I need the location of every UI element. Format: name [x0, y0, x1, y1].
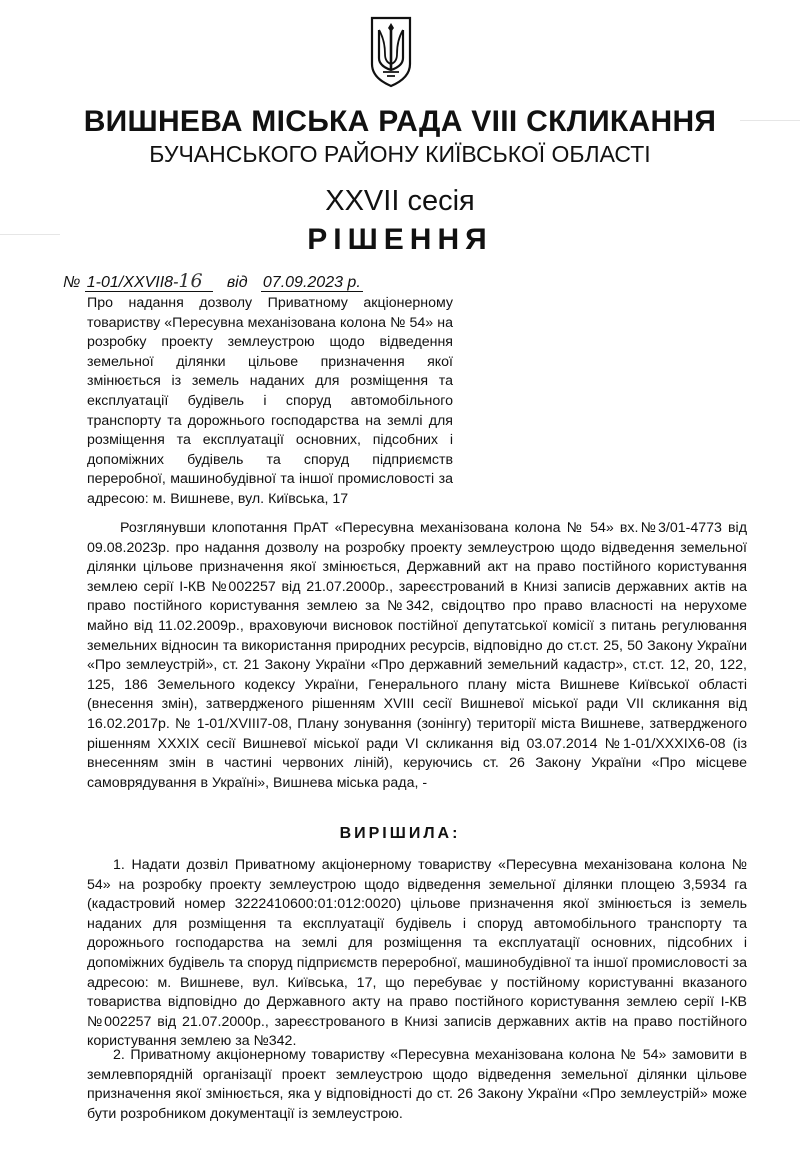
decision-heading: РІШЕННЯ — [307, 223, 493, 256]
resolved-heading: ВИРІШИЛА: — [339, 825, 461, 842]
decision-number-handwritten: 16 — [178, 270, 203, 292]
resolution-item-1: 1. Надати дозвіл Приватному акціонерному товариству «Пересувна механізована колона № 54» на розробку проекту землеустрою щодо відведення земельної ділянки площею 3,5934 га (кадастровий номер 3222410600:01:012:0020) цільове призначення якої змінюється із земель наданих для розміщення та експлуатації будівель і споруд автомобільного транспорту та дорожнього господарства на землі для розміщення та експлуатації основних, підсобних і допоміжних будівель та споруд підприємств переробної, машинобудівної та іншої промисловості за адресою: м. Вишневе, вул. Київська, 17, що перебуває у постійному користуванні вказаного товариства відповідно до Державного акту на право постійного користування землею серії І-КВ №002257 від 21.07.2000р., зареєстрованого в Книзі записів державних актів на право постійного користування землею за №342. — [87, 857, 747, 1050]
date-word: від — [226, 274, 248, 291]
scan-artifact — [0, 234, 60, 235]
number-prefix: № — [63, 274, 81, 291]
session-label: XXVII сесія — [325, 185, 475, 217]
decision-subject: Про надання дозволу Приватному акціонерному товариству «Пересувна механізована колона № 54» на розробку проекту землеустрою щодо відведення земельної ділянки цільове призначення якої змінюється із земель наданих для розміщення та експлуатації будівель і споруд автомобільного транспорту та дорожнього господарства на землі для розміщення та експлуатації основних, підсобних і допоміжних будівель та споруд підприємств переробної, машинобудівної та іншої промисловості за адресою: м. Вишневе, вул. Київська, 17 — [87, 295, 453, 507]
council-title: ВИШНЕВА МІСЬКА РАДА VIII СКЛИКАННЯ — [83, 105, 717, 138]
trident-coat-of-arms-icon — [368, 14, 414, 90]
preamble-paragraph: Розглянувши клопотання ПрАТ «Пересувна механізована колона № 54» вх.№3/01-4773 від 09.08.2023р. про надання дозволу на розробку проекту землеустрою щодо відведення земельної ділянки цільове призначення якої змінюється, Державний акт на право постійного користування землею серії І-КВ №002257 від 21.07.2000р., зареєстрований в Книзі записів державних актів на право постійного користування землею за №342, свідоцтво про право власності на нерухоме майно від 11.02.2009р., враховуючи висновок постійної депутатської комісії з питань регулювання земельних відносин та використання природних ресурсів, відповідно до ст.ст. 25, 50 Закону України «Про землеустрій», ст. 21 Закону України «Про державний земельний кадастр», ст.ст. 12, 20, 122, 125, 186 Земельного кодексу України, Генерального плану міста Вишневе Київської області (внесення змін), затвердженого рішенням XVIII сесії Вишневої міської ради VII скликання від 16.02.2017р. № 1-01/XVIII7-08, Плану зонування (зонінгу) території міста Вишневе, затвердженого рішенням XXXIX сесії Вишневої міської ради VI скликання від 03.07.2014 №1-01/XXXIX6-08 (із внесенням змін в частині червоних ліній), керуючись ст. 26 Закону України «Про місцеве самоврядування в Україні», Вишнева міська рада, - — [87, 520, 747, 791]
decision-number-printed: 1-01/XXVII8- — [86, 274, 179, 291]
decision-number-line — [63, 270, 363, 292]
decision-number — [85, 270, 214, 292]
scan-artifact — [740, 120, 800, 121]
district-subtitle: БУЧАНСЬКОГО РАЙОНУ КИЇВСЬКОЇ ОБЛАСТІ — [149, 141, 651, 167]
decision-date: 07.09.2023 р. — [262, 274, 361, 291]
resolution-item-2: 2. Приватному акціонерному товариству «Пересувна механізована колона № 54» замовити в землевпорядній організації проект землеустрою щодо відведення земельної ділянки цільове призначення якої змінюється, яка у відповідності до ст. 26 Закону України «Про землеустрій» може бути розробником документації із землеустрою. — [87, 1047, 747, 1122]
